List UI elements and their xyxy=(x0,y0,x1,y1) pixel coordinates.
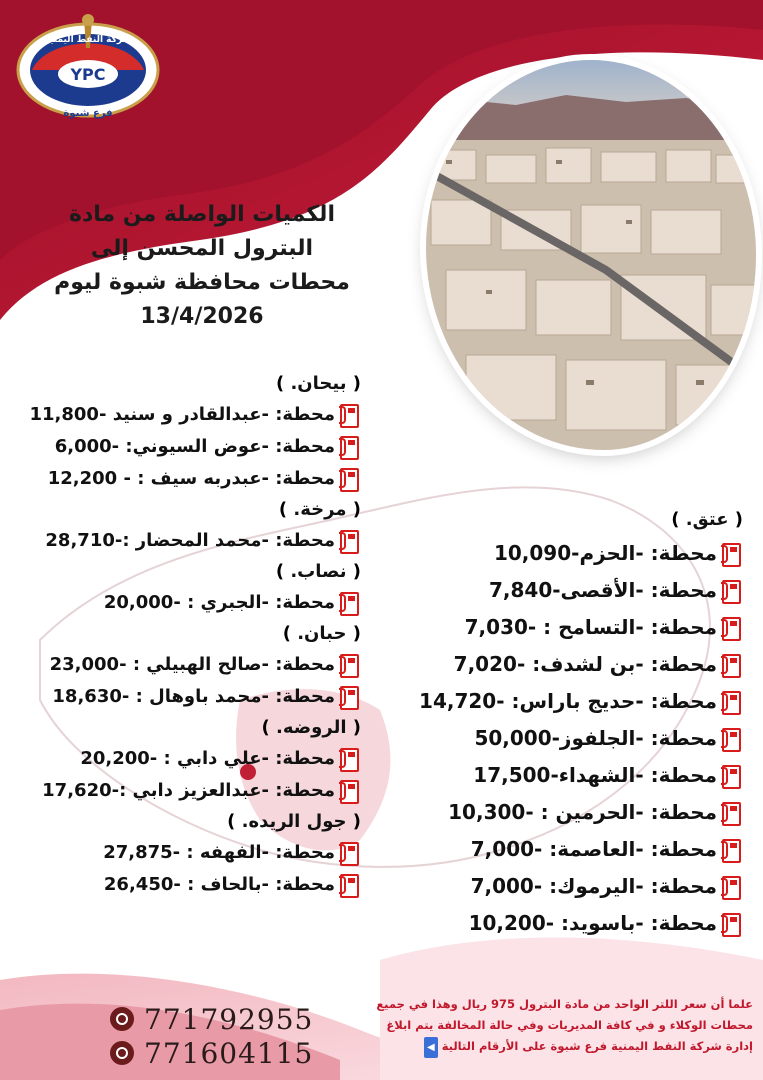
paren-open: ( xyxy=(346,623,361,644)
fuel-pump-icon xyxy=(339,778,361,802)
station-text: محطة: -حديج باراس: -14,720 xyxy=(419,688,717,713)
ataq-region-list xyxy=(393,504,743,941)
station-text: محطة: -باسويد: -10,200 xyxy=(468,910,717,935)
title-date: 13/4/2026 xyxy=(140,304,264,329)
region-name: حبان. xyxy=(297,623,347,644)
price-note-line-2: محطات الوكلاء و في كافة المديريات وفي حالة المخالفة يتم ابلاغ xyxy=(386,1018,753,1032)
region-heading xyxy=(6,808,361,836)
station-row xyxy=(393,571,743,608)
fuel-pump-icon xyxy=(339,434,361,458)
station-text: محطة: -عبدالقادر و سنيد -11,800 xyxy=(29,403,335,425)
fuel-pump-icon xyxy=(339,872,361,896)
paren-open: ( xyxy=(346,717,361,738)
station-row xyxy=(6,742,361,774)
station-text: محطة: -عبدالعزيز دابي :-17,620 xyxy=(42,779,335,801)
station-row xyxy=(6,648,361,680)
phone-number xyxy=(110,1036,313,1070)
station-row xyxy=(6,586,361,618)
phone-number-text: 771792955 xyxy=(144,1002,314,1036)
fuel-pump-icon xyxy=(721,911,743,935)
station-row xyxy=(6,868,361,900)
fuel-pump-icon xyxy=(721,615,743,639)
station-row xyxy=(6,836,361,868)
fuel-pump-icon xyxy=(339,590,361,614)
station-row xyxy=(6,774,361,806)
station-text: محطة: -عوض السيوني: -6,000 xyxy=(54,435,335,457)
station-row xyxy=(393,830,743,867)
station-text: محطة: -بن لشدف: -7,020 xyxy=(453,651,717,676)
fuel-pump-icon xyxy=(721,578,743,602)
fuel-pump-icon xyxy=(339,746,361,770)
region-name: الروضه. xyxy=(276,717,347,738)
fuel-pump-icon xyxy=(721,763,743,787)
fuel-pump-icon xyxy=(339,402,361,426)
paren-open: ( xyxy=(728,509,743,530)
station-row xyxy=(6,398,361,430)
fuel-pump-icon xyxy=(339,528,361,552)
paren-close: ) xyxy=(275,373,291,394)
region-heading xyxy=(6,558,361,586)
region-heading xyxy=(6,496,361,524)
station-text: محطة: -بالحاف : -26,450 xyxy=(103,873,335,895)
paren-close: ) xyxy=(275,561,291,582)
title-line-3: محطات محافظة شبوة ليوم xyxy=(54,270,350,295)
station-row xyxy=(6,430,361,462)
whatsapp-icon xyxy=(110,1041,134,1065)
station-text: محطة: -علي دابي : -20,200 xyxy=(80,747,335,769)
paren-close: ) xyxy=(282,623,298,644)
region-heading xyxy=(6,714,361,742)
station-row xyxy=(393,534,743,571)
station-text: محطة: -الشهداء-17,500 xyxy=(473,762,717,787)
station-text: محطة: -الأقصى-7,840 xyxy=(488,577,717,602)
price-note-line-1: علما أن سعر اللتر الواحد من مادة البترول 975 ريال وهذا في جميع xyxy=(376,997,753,1011)
svg-text:شركة النفط اليمنية: شركة النفط اليمنية xyxy=(44,35,132,45)
fuel-pump-icon xyxy=(339,652,361,676)
station-text: محطة: -محمد باوهال : -18,630 xyxy=(52,685,335,707)
station-text: محطة: -التسامح : -7,030 xyxy=(464,614,717,639)
region-heading xyxy=(393,506,743,534)
station-row xyxy=(393,867,743,904)
station-text: محطة: -عبدربه سيف : - 12,200 xyxy=(47,467,335,489)
fuel-pump-icon xyxy=(721,689,743,713)
station-text: محطة: -محمد المحضار :-28,710 xyxy=(45,529,335,551)
paren-close: ) xyxy=(261,717,277,738)
page-title xyxy=(12,198,392,334)
fuel-pump-icon xyxy=(339,684,361,708)
station-text: محطة: -صالح الهبيلي : -23,000 xyxy=(49,653,335,675)
station-text: محطة: -اليرموك: -7,000 xyxy=(470,873,717,898)
station-row xyxy=(393,904,743,941)
paren-open: ( xyxy=(346,811,361,832)
ypc-logo xyxy=(14,12,162,122)
fuel-pump-icon xyxy=(721,726,743,750)
station-row xyxy=(393,608,743,645)
price-note-line-3-text: إدارة شركة النفط اليمنية فرع شبوة على الأرقام التالية xyxy=(441,1039,753,1053)
fuel-pump-icon xyxy=(721,652,743,676)
region-name: جول الريده. xyxy=(241,811,347,832)
left-regions-list xyxy=(6,368,361,900)
fuel-pump-icon xyxy=(339,466,361,490)
paren-close: ) xyxy=(227,811,242,832)
fuel-pump-icon xyxy=(721,541,743,565)
region-name: نصاب. xyxy=(290,561,347,582)
station-row xyxy=(393,793,743,830)
station-row xyxy=(393,756,743,793)
paren-open: ( xyxy=(346,373,361,394)
station-row xyxy=(6,680,361,712)
station-text: محطة: -الفهفه : -27,875 xyxy=(103,841,335,863)
price-note-line-3 xyxy=(358,1036,753,1058)
station-text: محطة: -الحرمين : -10,300 xyxy=(448,799,717,824)
phone-number-text: 771604115 xyxy=(144,1036,314,1070)
fuel-pump-icon xyxy=(721,874,743,898)
station-text: محطة: -الجبري : -20,000 xyxy=(103,591,335,613)
fuel-pump-icon xyxy=(721,800,743,824)
paren-open: ( xyxy=(346,561,361,582)
station-text: محطة: -الجلفوز-50,000 xyxy=(474,725,717,750)
station-row xyxy=(6,462,361,494)
region-name: بيحان. xyxy=(290,373,347,394)
whatsapp-icon xyxy=(110,1007,134,1031)
region-name: عتق. xyxy=(685,509,729,530)
region-heading xyxy=(6,620,361,648)
paren-open: ( xyxy=(346,499,361,520)
station-row xyxy=(393,645,743,682)
arrow-left-icon: ◀ xyxy=(424,1037,438,1058)
station-row xyxy=(393,719,743,756)
fuel-pump-icon xyxy=(339,840,361,864)
svg-text:فرع شبوة: فرع شبوة xyxy=(63,108,113,119)
paren-close: ) xyxy=(278,499,294,520)
station-row xyxy=(6,524,361,556)
region-name: مرخة. xyxy=(293,499,347,520)
region-heading xyxy=(6,370,361,398)
phone-number xyxy=(110,1002,313,1036)
price-note xyxy=(358,994,753,1058)
station-row xyxy=(393,682,743,719)
station-text: محطة: -العاصمة: -7,000 xyxy=(470,836,717,861)
title-line-1: الكميات الواصلة من مادة xyxy=(69,202,335,227)
fuel-pump-icon xyxy=(721,837,743,861)
svg-text:YPC: YPC xyxy=(70,65,106,84)
phone-list xyxy=(110,1002,313,1070)
title-line-2: البترول المحسن إلى xyxy=(90,236,314,261)
paren-close: ) xyxy=(671,509,686,530)
station-text: محطة: -الحزم-10,090 xyxy=(493,540,717,565)
